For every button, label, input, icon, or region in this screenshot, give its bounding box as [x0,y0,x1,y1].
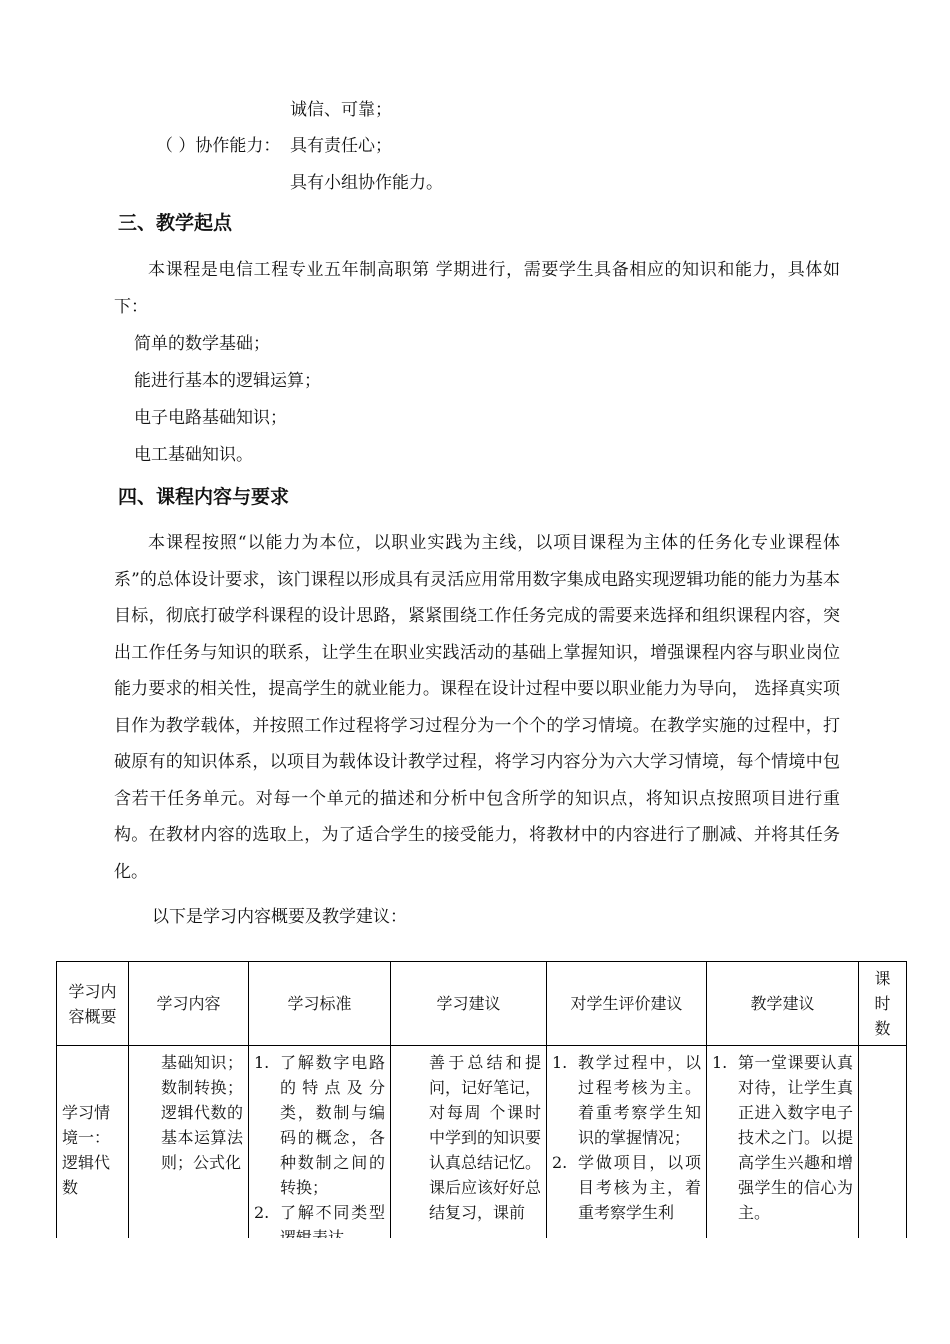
section4-paragraph: 本课程按照“以能力为本位，以职业实践为主线，以项目课程为主体的任务化专业课程体系”的总体设计要求，该门课程以形成具有灵活应用常用数字集成电路实现逻辑功能的能力为基本目标，彻底打破学科课程的设计思路，紧紧围绕工作任务完成的需要来选择和组织课程内容，突出工作任务与知识的联系，让学生在职业实践活动的基础上掌握知识，增强课程内容与职业岗位能力要求的相关性，提高学生的就业能力。课程在设计过程中要以职业能力为导向， 选择真实项目作为教学载体，并按照工作过程将学习过程分为一个个的学习情境。在教学实施的过程中，打破原有的知识体系，以项目为载体设计教学过程，将学习内容分为六大学习情境，每个情境中包含若干任务单元。对每一个单元的描述和分析中包含所学的知识点，将知识点按照项目进行重构。在教材内容的选取上，为了适合学生的接受能力，将教材中的内容进行了删减、并将其任务化。 [114,533,840,882]
cell-standard [249,1046,391,1255]
header-content: 学习内容 [129,962,249,1046]
prereq-item-2: 能进行基本的逻辑运算； [134,371,321,391]
header-summary: 学习内容概要 [57,962,129,1046]
section4-heading: 四、课程内容与要求 [118,486,290,508]
section3-heading: 三、教学起点 [118,212,233,234]
course-content-table [56,961,907,1255]
prereq-item-3: 电子电路基础知识； [134,408,287,428]
table-header-row [57,962,907,1046]
responsibility-line: 具有责任心； [290,136,392,156]
prereq-item-4: 电工基础知识。 [134,445,253,465]
prereq-item-1: 简单的数学基础； [134,334,270,354]
section3-paragraph: 本课程是电信工程专业五年制高职第 学期进行，需要学生具备相应的知识和能力，具体如下： [114,260,840,317]
header-advice: 学习建议 [391,962,547,1046]
table-row [57,1046,907,1255]
header-evaluation: 对学生评价建议 [547,962,707,1046]
header-hours: 课时数 [859,962,907,1046]
list-item: 1. 教学过程中，以过程考核为主。着重考察学生知识的掌握情况； [552,1053,701,1147]
teamwork-line: 具有小组协作能力。 [290,173,443,193]
list-item: 2. 了解不同类型 [254,1203,385,1222]
integrity-line: 诚信、可靠； [290,100,392,120]
list-item: 2. 学做项目，以项目考核为主，着重考察学生利 [552,1153,701,1222]
list-item: 1. 第一堂课要认真对待，让学生真正进入数字电子技术之门。以提高学生兴趣和增强学生的信心为主。 [712,1053,853,1222]
header-standard: 学习标准 [249,962,391,1046]
list-item: 1. 了解数字电路的特点及分类，数制与编码的概念，各种数制之间的转换； [254,1053,385,1197]
cell-advice: 善于总结和提问，记好笔记，对每周 个课时中学到的知识要认真总结记忆。课后应该好好总结复习，课前 [391,1046,547,1255]
cell-summary: 学习情境一：逻辑代数 [57,1046,129,1255]
page-bottom-margin [0,1238,950,1344]
table-intro-line: 以下是学习内容概要及教学建议： [152,907,407,927]
cell-content: 基础知识；数制转换；逻辑代数的基本运算法则；公式化 [129,1046,249,1255]
cell-evaluation [547,1046,707,1255]
cell-hours [859,1046,907,1255]
cell-teaching [707,1046,859,1255]
header-teaching: 教学建议 [707,962,859,1046]
cooperation-ability-label: （ ）协作能力： [156,136,281,156]
